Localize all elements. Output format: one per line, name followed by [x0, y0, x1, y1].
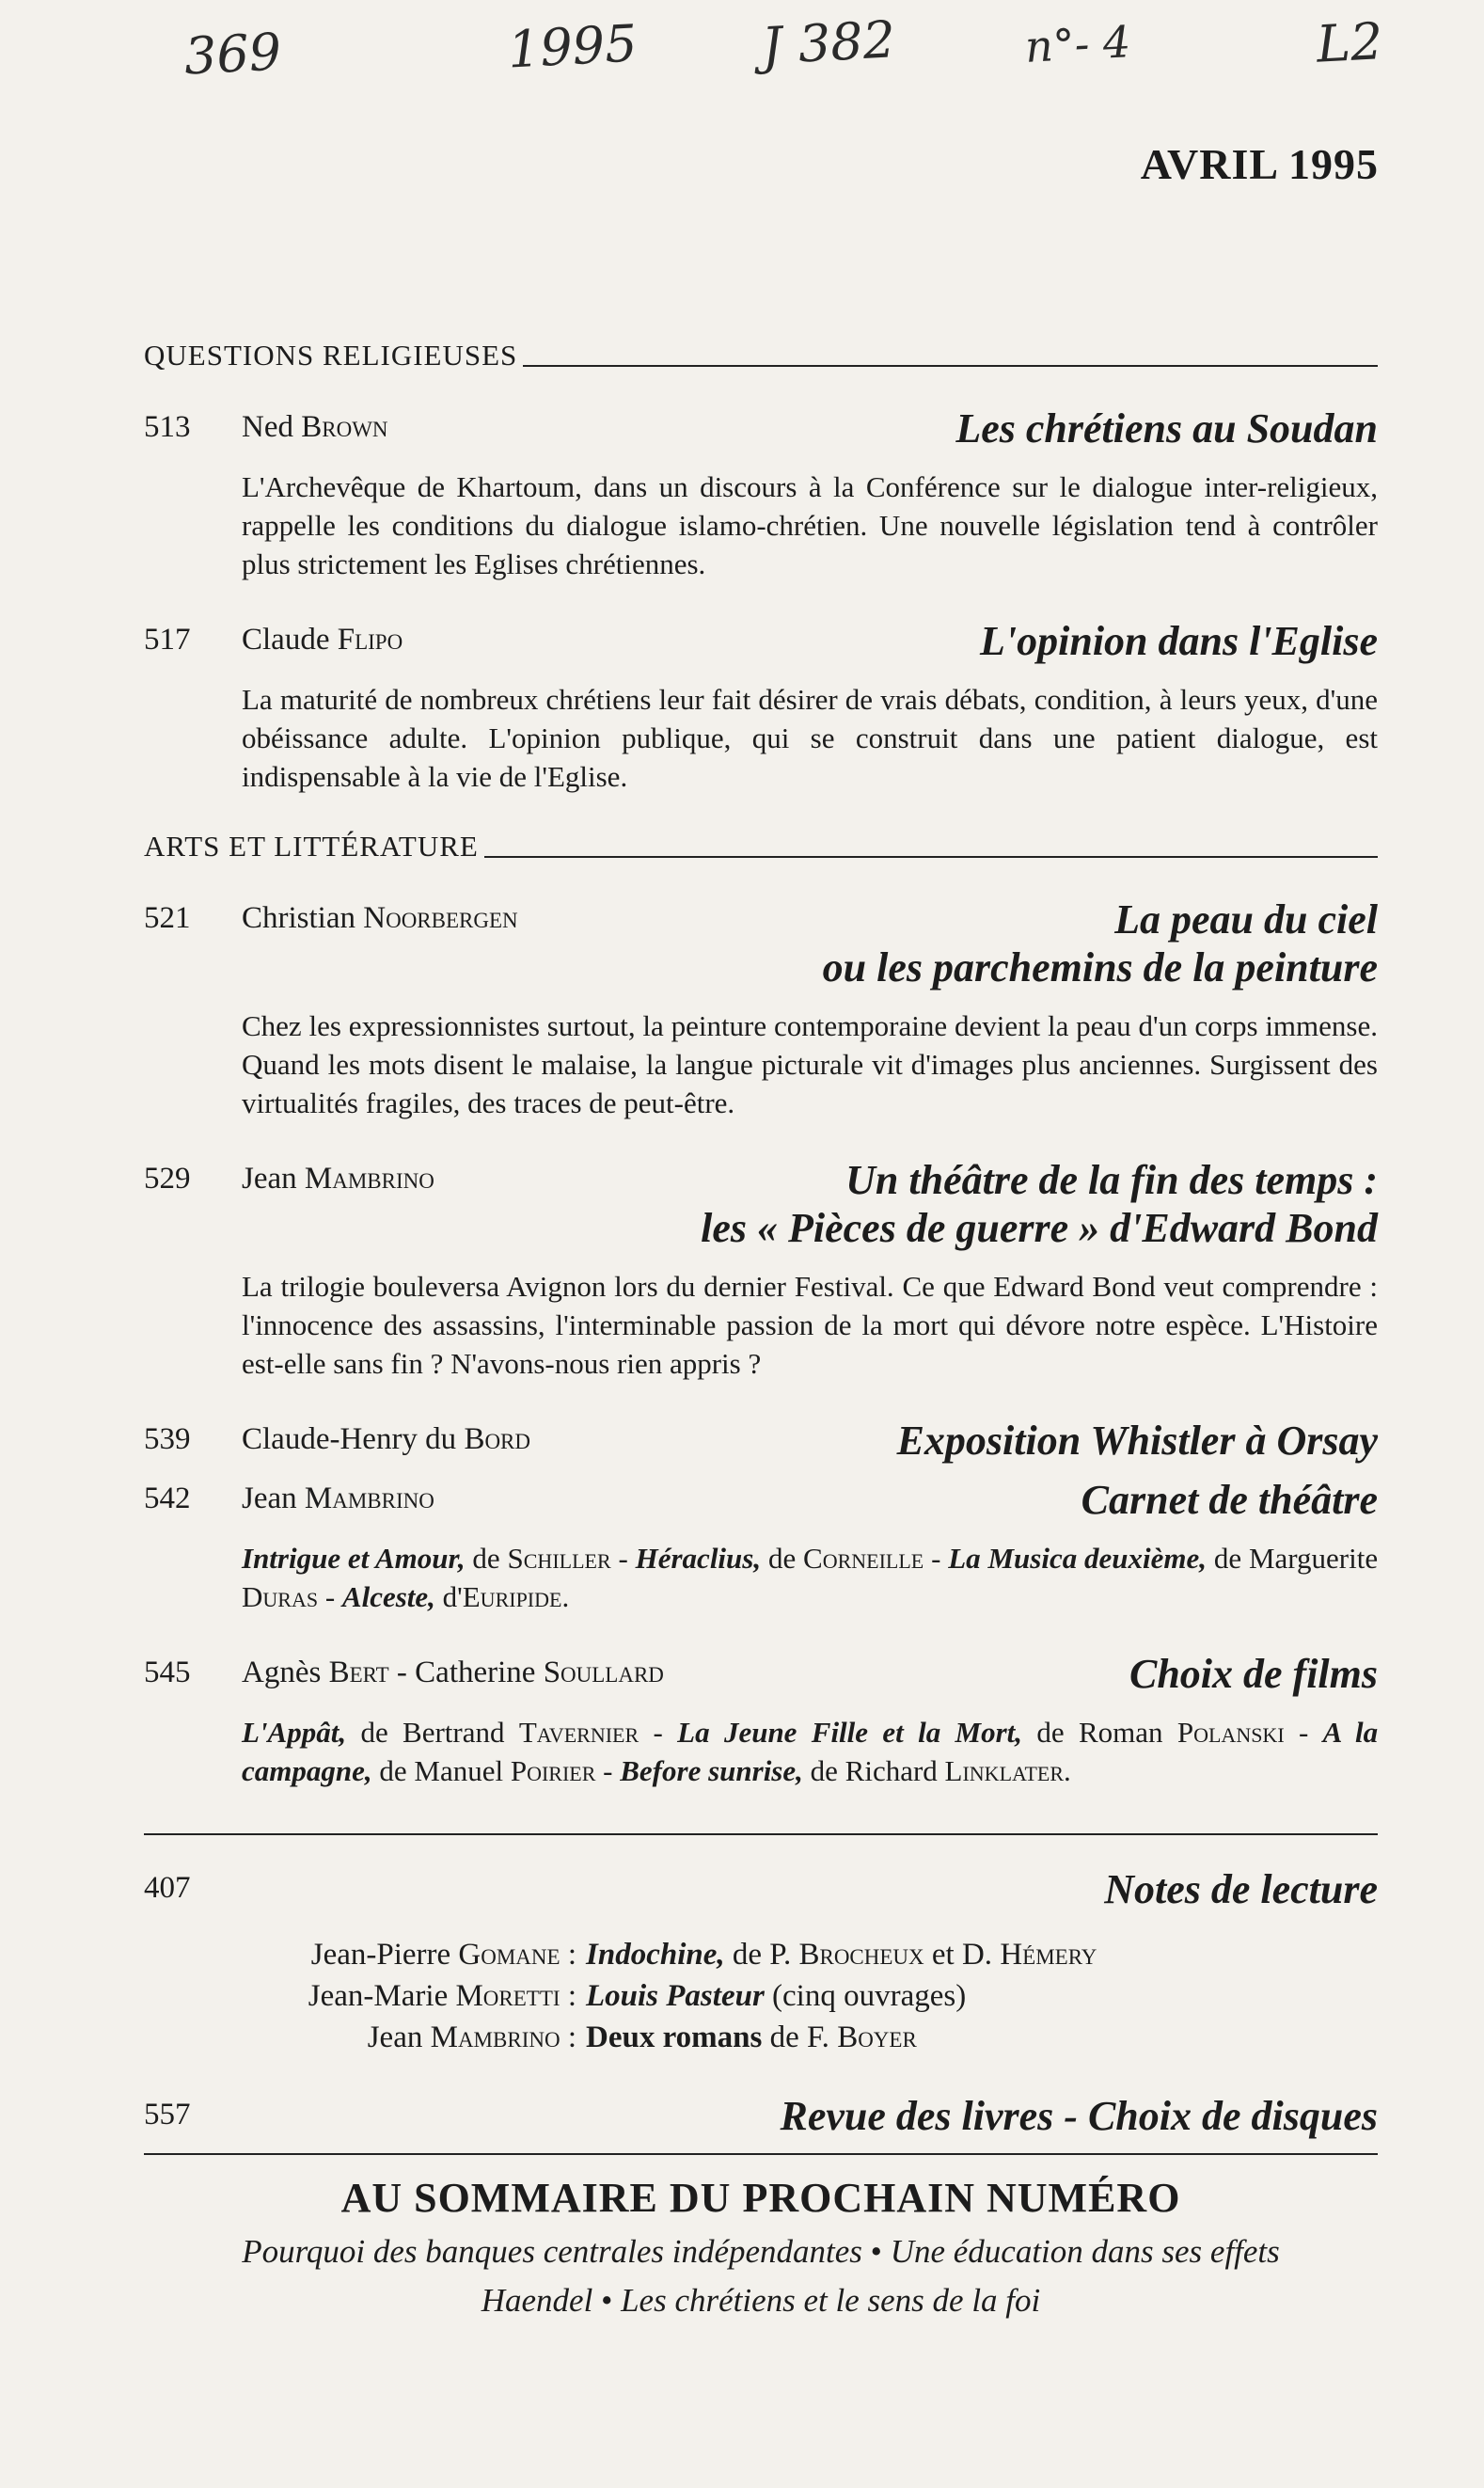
- article-summary: L'Archevêque de Khartoum, dans un discours à la Conférence sur le dialogue inter-religieux, rappelle les conditions du dialogue islamo-chrétien. Une nouvelle législation tend à contrôler plus strictement les Eglises chrétiennes.: [242, 470, 1378, 580]
- page-number: 513: [144, 410, 191, 444]
- handwritten-mark: L2: [1315, 11, 1384, 74]
- handwritten-annotations: [0, 0, 1484, 103]
- list-item: Jean-Marie Moretti : Louis Pasteur (cinq ouvrages): [308, 1979, 967, 2013]
- article-author: Jean Mambrino: [242, 1162, 434, 1196]
- page-number: 529: [144, 1162, 191, 1196]
- article-author: Agnès Bert - Catherine Soullard: [242, 1656, 664, 1689]
- page-number: 407: [144, 1871, 191, 1905]
- article-title: Revue des livres - Choix de disques: [780, 2093, 1378, 2139]
- toc-entry: [144, 1417, 1378, 1465]
- article-title: La peau du ciel ou les parchemins de la peinture: [822, 896, 1378, 990]
- article-title: Exposition Whistler à Orsay: [896, 1418, 1378, 1464]
- issue-date: AVRIL 1995: [1140, 140, 1379, 188]
- page-number: 539: [144, 1422, 191, 1456]
- page-number: 557: [144, 2098, 191, 2131]
- article-author: Ned Brown: [242, 410, 388, 444]
- section-heading: [144, 339, 1378, 372]
- reviewed-works: Intrigue et Amour, de Schiller - Héraclius, de Corneille - La Musica deuxième, de Marguerite Duras - Alceste, d'Euripide.: [242, 1542, 1379, 1613]
- page-number: 542: [144, 1482, 191, 1515]
- page-number: 545: [144, 1656, 191, 1689]
- divider: [144, 1833, 1378, 1835]
- toc-entry: [144, 617, 1378, 796]
- section-heading: [144, 830, 1378, 864]
- article-title: Carnet de théâtre: [1081, 1477, 1378, 1523]
- next-issue-topics: Haendel • Les chrétiens et le sens de la foi: [481, 2282, 1041, 2319]
- list-item: Jean Mambrino : Deux romans de F. Boyer: [367, 2021, 917, 2054]
- page-number: 517: [144, 623, 191, 657]
- article-summary: Chez les expressionnistes surtout, la peinture contemporaine devient la peau d'un corps immense. Quand les mots disent le malaise, la langue picturale vit d'images plus anciennes. Surgissent des virtualités fragiles, des traces de peut-être.: [242, 1009, 1378, 1119]
- toc-entry: [144, 895, 1378, 1122]
- page-number: 521: [144, 901, 191, 935]
- reviewed-works: L'Appât, de Bertrand Tavernier - La Jeune Fille et la Mort, de Roman Polanski - A la campagne, de Manuel Poirier - Before sunrise, de Richard Linklater.: [242, 1716, 1379, 1787]
- section-heading-text: ARTS ET LITTÉRATURE: [144, 830, 479, 863]
- section-rule: [523, 365, 1378, 367]
- article-summary: La maturité de nombreux chrétiens leur fait désirer de vrais débats, condition, à leurs yeux, d'une obéissance adulte. L'opinion publique, qui se construit dans une patient dialogue, est indispensable à la vie de l'Eglise.: [242, 683, 1378, 793]
- toc-entry: [144, 1476, 1378, 1616]
- article-title: Un théâtre de la fin des temps : les « Pièces de guerre » d'Edward Bond: [701, 1157, 1378, 1251]
- article-author: Christian Noorbergen: [242, 901, 518, 935]
- handwritten-mark: J 382: [760, 9, 897, 76]
- next-issue-topics: Pourquoi des banques centrales indépendantes • Une éducation dans ses effets: [242, 2233, 1280, 2270]
- handwritten-mark: n°- 4: [1023, 16, 1132, 72]
- handwritten-mark: 369: [182, 22, 283, 87]
- handwritten-mark: 1995: [506, 13, 639, 80]
- toc-entry: [144, 1156, 1378, 1383]
- toc-entry: [144, 1650, 1378, 1790]
- toc-entry-reviews: [144, 2092, 1378, 2140]
- reading-notes-list: [242, 1934, 1378, 2058]
- list-item: Jean-Pierre Gomane : Indochine, de P. Brocheux et D. Hémery: [310, 1938, 1097, 1972]
- article-author: Claude-Henry du Bord: [242, 1422, 531, 1456]
- article-summary: La trilogie bouleversa Avignon lors du dernier Festival. Ce que Edward Bond veut comprendre : l'innocence des assassins, l'interminable passion de la mort qui dévore notre espèce. L'Histoire est-elle sans fin ? N'avons-nous rien appris ?: [242, 1270, 1378, 1380]
- article-author: Claude Flipo: [242, 623, 403, 657]
- toc-entry: [144, 404, 1378, 583]
- next-issue-heading: AU SOMMAIRE DU PROCHAIN NUMÉRO: [340, 2175, 1181, 2221]
- section-heading-text: QUESTIONS RELIGIEUSES: [144, 339, 518, 372]
- section-rule: [484, 856, 1378, 858]
- toc-entry-notes: [144, 1865, 1378, 2058]
- article-title: Les chrétiens au Soudan: [955, 405, 1378, 452]
- article-author: Jean Mambrino: [242, 1482, 434, 1515]
- article-title: L'opinion dans l'Eglise: [980, 618, 1378, 664]
- divider: [144, 2153, 1378, 2155]
- table-of-contents: [144, 339, 1378, 2320]
- article-title: Choix de films: [1129, 1651, 1378, 1697]
- article-title: Notes de lecture: [1104, 1866, 1378, 1912]
